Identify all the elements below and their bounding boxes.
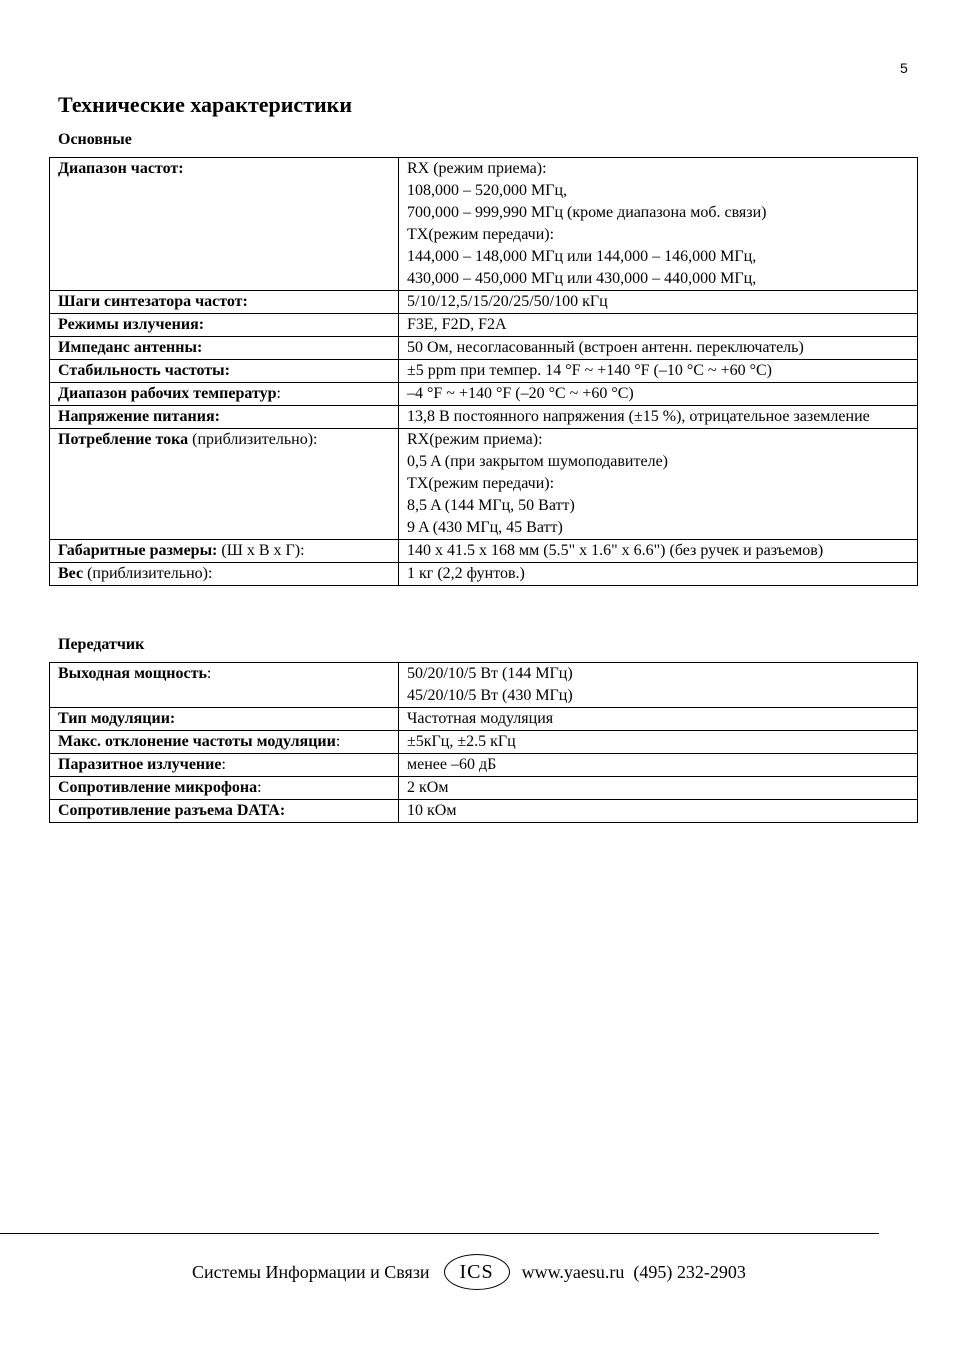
spec-row — [50, 731, 918, 754]
spec-label-cell — [50, 731, 399, 754]
spec-value-cell — [399, 360, 918, 383]
spec-value: 10 кОм — [407, 802, 457, 819]
spec-row — [50, 291, 918, 314]
spec-label-cell — [50, 314, 399, 337]
spec-value: RX (режим приема): — [407, 160, 547, 177]
spec-label-cell — [50, 360, 399, 383]
spec-label: Диапазон частот: — [58, 160, 184, 177]
spec-row — [50, 314, 918, 337]
spec-label: Режимы излучения: — [58, 316, 205, 333]
spec-value: –4 °F ~ +140 °F (–20 °C ~ +60 °C) — [407, 385, 634, 402]
spec-label: Импеданс антенны: — [58, 339, 203, 356]
spec-label-cell — [50, 158, 399, 291]
transmitter-spec-body — [50, 663, 918, 823]
spec-value: 50 Ом, несогласованный (встроен антенн. переключатель) — [407, 339, 804, 356]
spec-label: Паразитное излучение — [58, 756, 222, 773]
spec-label-cell — [50, 563, 399, 586]
spec-value-cell — [399, 540, 918, 563]
spec-value-cell — [399, 314, 918, 337]
spec-label-cell — [50, 708, 399, 731]
spec-row — [50, 540, 918, 563]
general-spec-table — [49, 157, 918, 586]
spec-row — [50, 563, 918, 586]
spec-value-cell — [399, 337, 918, 360]
footer — [192, 1252, 782, 1292]
spec-value-cell — [399, 800, 918, 823]
spec-row — [50, 800, 918, 823]
spec-label-cell — [50, 291, 399, 314]
spec-value: 45/20/10/5 Вт (430 МГц) — [407, 687, 573, 704]
spec-label-cell — [50, 337, 399, 360]
page-number: 5 — [900, 60, 908, 76]
spec-value-cell — [399, 406, 918, 429]
page-title: Технические характеристики — [58, 92, 353, 117]
spec-label-suffix: (приблизительно): — [83, 565, 213, 582]
spec-label-suffix: : — [221, 756, 226, 773]
ics-logo-text: ICS — [459, 1260, 494, 1283]
spec-value: 700,000 – 999,990 МГц (кроме диапазона моб. связи) — [407, 204, 767, 221]
spec-row — [50, 663, 918, 708]
spec-label: Макс. отклонение частоты модуляции — [58, 733, 336, 750]
spec-value: RX(режим приема): — [407, 431, 543, 448]
spec-label-cell — [50, 540, 399, 563]
spec-label-cell — [50, 429, 399, 540]
spec-label: Выходная мощность — [58, 665, 207, 682]
spec-row — [50, 158, 918, 291]
spec-label: Тип модуляции: — [58, 710, 176, 727]
spec-value-cell — [399, 731, 918, 754]
spec-value-cell — [399, 158, 918, 291]
spec-value-cell — [399, 754, 918, 777]
spec-label-cell — [50, 406, 399, 429]
spec-row — [50, 337, 918, 360]
spec-value: 144,000 – 148,000 МГц или 144,000 – 146,000 МГц, — [407, 248, 757, 265]
spec-value: 0,5 A (при закрытом шумоподавителе) — [407, 453, 668, 470]
spec-label: Габаритные размеры: — [58, 542, 218, 559]
spec-value: 9 A (430 МГц, 45 Ватт) — [407, 519, 563, 536]
spec-label: Стабильность частоты: — [58, 362, 230, 379]
spec-value: 1 кг (2,2 фунтов.) — [407, 565, 525, 582]
spec-value: 5/10/12,5/15/20/25/50/100 кГц — [407, 293, 608, 310]
spec-label-cell — [50, 663, 399, 708]
spec-value: F3E, F2D, F2A — [407, 316, 507, 333]
transmitter-spec-table — [49, 662, 918, 823]
footer-divider — [0, 1233, 879, 1234]
spec-value-cell — [399, 708, 918, 731]
section-heading-general: Основные — [58, 131, 132, 148]
spec-label-cell — [50, 383, 399, 406]
spec-value: TX(режим передачи): — [407, 475, 555, 492]
ics-logo-icon — [444, 1254, 510, 1290]
spec-label: Диапазон рабочих температур — [58, 385, 277, 402]
spec-value: ±5 ppm при темпер. 14 °F ~ +140 °F (–10 °C ~ +60 °C) — [407, 362, 772, 379]
spec-label: Сопротивление разъема DATA: — [58, 802, 286, 819]
spec-value: 108,000 – 520,000 МГц, — [407, 182, 568, 199]
spec-value-cell — [399, 777, 918, 800]
general-spec-body — [50, 158, 918, 586]
spec-value: 50/20/10/5 Вт (144 МГц) — [407, 665, 573, 682]
spec-value: менее –60 дБ — [407, 756, 497, 773]
spec-value-cell — [399, 383, 918, 406]
spec-value: Частотная модуляция — [407, 710, 554, 727]
spec-value-cell — [399, 291, 918, 314]
section-heading-transmitter: Передатчик — [58, 636, 145, 653]
spec-label-cell — [50, 777, 399, 800]
spec-value: 13,8 В постоянного напряжения (±15 %), отрицательное заземление — [407, 408, 870, 425]
spec-row — [50, 777, 918, 800]
spec-value-cell — [399, 663, 918, 708]
spec-row — [50, 360, 918, 383]
spec-label-suffix: : — [335, 733, 341, 750]
spec-label-suffix: (приблизительно): — [188, 431, 318, 448]
footer-phone: (495) 232-2903 — [633, 1261, 746, 1282]
spec-label-suffix: : — [206, 665, 212, 682]
spec-row — [50, 383, 918, 406]
spec-label-suffix: : — [276, 385, 281, 402]
spec-value: TX(режим передачи): — [407, 226, 555, 243]
spec-label-suffix: (Ш x В x Г): — [217, 542, 305, 559]
spec-label: Вес — [58, 565, 84, 582]
spec-row — [50, 429, 918, 540]
footer-company: Системы Информации и Связи — [192, 1261, 430, 1282]
spec-value: 140 x 41.5 x 168 мм (5.5" x 1.6" x 6.6") (без ручек и разъемов) — [407, 542, 824, 559]
spec-label: Сопротивление микрофона — [58, 779, 258, 796]
spec-row — [50, 708, 918, 731]
spec-value-cell — [399, 563, 918, 586]
footer-website: www.yaesu.ru — [521, 1261, 625, 1282]
spec-label: Напряжение питания: — [58, 408, 220, 425]
spec-value: ±5кГц, ±2.5 кГц — [407, 733, 516, 750]
spec-row — [50, 406, 918, 429]
spec-value: 8,5 A (144 МГц, 50 Ватт) — [407, 497, 575, 514]
spec-label: Потребление тока — [58, 431, 189, 448]
spec-value: 430,000 – 450,000 МГц или 430,000 – 440,000 МГц, — [407, 270, 757, 287]
spec-label-cell — [50, 754, 399, 777]
spec-label-suffix: : — [257, 779, 262, 796]
spec-row — [50, 754, 918, 777]
spec-value-cell — [399, 429, 918, 540]
spec-value: 2 кОм — [407, 779, 449, 796]
spec-label: Шаги синтезатора частот: — [58, 293, 248, 310]
spec-label-cell — [50, 800, 399, 823]
